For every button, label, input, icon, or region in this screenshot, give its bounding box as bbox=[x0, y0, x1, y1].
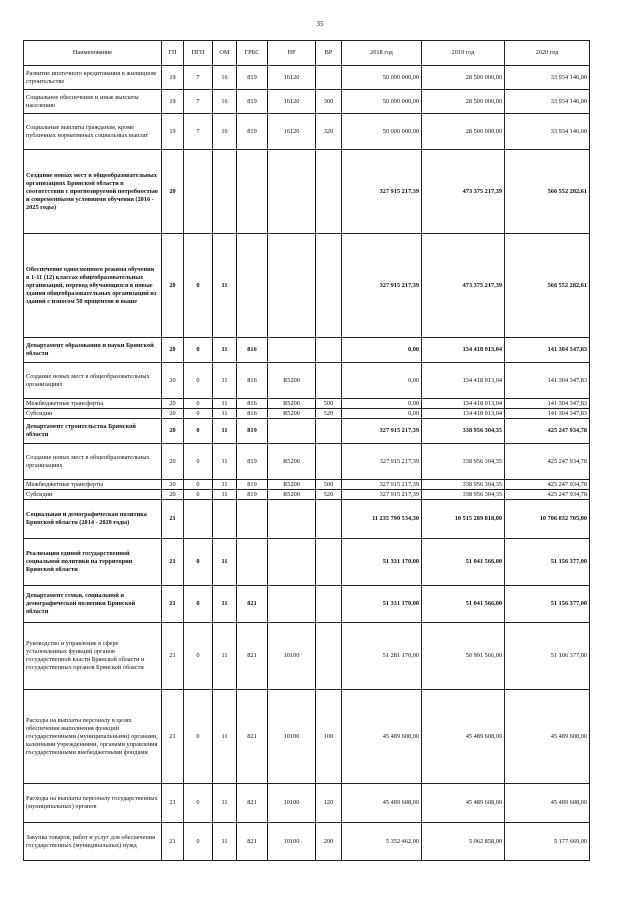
table-row bbox=[24, 363, 590, 399]
cell-vr: 520 bbox=[316, 490, 342, 500]
cell-grbs: 819 bbox=[237, 114, 268, 150]
table-row bbox=[24, 66, 590, 90]
cell-y2019: 28 500 000,00 bbox=[422, 114, 505, 150]
cell-y2020: 45 489 608,00 bbox=[505, 784, 590, 823]
cell-gp: 19 bbox=[162, 66, 184, 90]
cell-grbs: 819 bbox=[237, 490, 268, 500]
cell-y2019: 134 418 913,04 bbox=[422, 338, 505, 363]
cell-gp: 21 bbox=[162, 586, 184, 623]
cell-grbs: 816 bbox=[237, 338, 268, 363]
cell-gp: 20 bbox=[162, 409, 184, 419]
cell-nr bbox=[268, 586, 316, 623]
cell-y2018: 327 915 217,39 bbox=[342, 490, 422, 500]
cell-name: Развитие ипотечного кредитования в жилищном строительстве bbox=[24, 66, 162, 90]
cell-pgp: 0 bbox=[184, 623, 213, 690]
table-row bbox=[24, 539, 590, 586]
cell-nr: 16120 bbox=[268, 114, 316, 150]
cell-name: Создание новых мест в общеобразовательных организациях bbox=[24, 363, 162, 399]
cell-vr bbox=[316, 444, 342, 480]
cell-y2018: 0,00 bbox=[342, 363, 422, 399]
cell-om: 11 bbox=[213, 623, 237, 690]
cell-pgp: 0 bbox=[184, 399, 213, 409]
cell-pgp: 0 bbox=[184, 363, 213, 399]
header-gp: ГП bbox=[162, 41, 184, 66]
header-y2019: 2019 год bbox=[422, 41, 505, 66]
cell-om: 16 bbox=[213, 114, 237, 150]
cell-nr bbox=[268, 234, 316, 338]
cell-vr: 500 bbox=[316, 399, 342, 409]
cell-y2020: 33 934 146,00 bbox=[505, 90, 590, 114]
cell-y2019: 45 489 608,00 bbox=[422, 690, 505, 784]
cell-y2019: 51 041 566,00 bbox=[422, 539, 505, 586]
table-row bbox=[24, 90, 590, 114]
cell-vr bbox=[316, 234, 342, 338]
cell-vr bbox=[316, 150, 342, 234]
cell-nr: 16120 bbox=[268, 90, 316, 114]
table-row bbox=[24, 409, 590, 419]
cell-vr: 100 bbox=[316, 690, 342, 784]
cell-gp: 21 bbox=[162, 539, 184, 586]
cell-pgp: 0 bbox=[184, 409, 213, 419]
cell-y2018: 0,00 bbox=[342, 409, 422, 419]
cell-y2018: 51 281 170,00 bbox=[342, 623, 422, 690]
cell-nr: 10100 bbox=[268, 823, 316, 861]
cell-grbs: 819 bbox=[237, 444, 268, 480]
cell-y2020: 141 304 347,83 bbox=[505, 363, 590, 399]
cell-y2018: 327 915 217,39 bbox=[342, 480, 422, 490]
table-row bbox=[24, 784, 590, 823]
cell-y2019: 45 489 608,00 bbox=[422, 784, 505, 823]
cell-gp: 20 bbox=[162, 480, 184, 490]
cell-y2019: 28 500 000,00 bbox=[422, 90, 505, 114]
header-y2018: 2018 год bbox=[342, 41, 422, 66]
cell-om: 11 bbox=[213, 409, 237, 419]
cell-name: Департамент образования и науки Брянской области bbox=[24, 338, 162, 363]
cell-name: Субсидии bbox=[24, 490, 162, 500]
cell-y2018: 51 331 170,00 bbox=[342, 539, 422, 586]
cell-y2020: 425 247 934,78 bbox=[505, 480, 590, 490]
cell-y2020: 51 106 377,00 bbox=[505, 623, 590, 690]
cell-om: 11 bbox=[213, 338, 237, 363]
cell-pgp: 7 bbox=[184, 90, 213, 114]
header-row bbox=[24, 41, 590, 66]
cell-name: Департамент строительства Брянской области bbox=[24, 419, 162, 444]
table-row bbox=[24, 586, 590, 623]
table-row bbox=[24, 419, 590, 444]
cell-om: 11 bbox=[213, 539, 237, 586]
table-row bbox=[24, 500, 590, 539]
cell-y2020: 141 304 347,83 bbox=[505, 338, 590, 363]
page-number: 35 bbox=[316, 20, 324, 28]
header-pgp: ПГП bbox=[184, 41, 213, 66]
cell-y2018: 50 000 000,00 bbox=[342, 90, 422, 114]
header-name: Наименование bbox=[24, 41, 162, 66]
cell-om: 11 bbox=[213, 419, 237, 444]
cell-y2020: 5 177 669,00 bbox=[505, 823, 590, 861]
cell-om: 11 bbox=[213, 784, 237, 823]
cell-vr bbox=[316, 363, 342, 399]
cell-y2019: 473 375 217,39 bbox=[422, 234, 505, 338]
header-vr: ВР bbox=[316, 41, 342, 66]
cell-vr bbox=[316, 586, 342, 623]
cell-name: Расходы на выплаты персоналу в целях обеспечения выполнения функций государственными (муниципальными) органами, казенными учреждениями, органами управления государственными внебюджетными фондами bbox=[24, 690, 162, 784]
cell-om: 11 bbox=[213, 363, 237, 399]
cell-grbs: 816 bbox=[237, 409, 268, 419]
cell-nr: R5200 bbox=[268, 480, 316, 490]
cell-y2018: 327 915 217,39 bbox=[342, 444, 422, 480]
cell-name: Создание новых мест в общеобразовательных организациях bbox=[24, 444, 162, 480]
cell-name: Межбюджетные трансферты bbox=[24, 480, 162, 490]
cell-gp: 19 bbox=[162, 90, 184, 114]
cell-pgp bbox=[184, 500, 213, 539]
header-y2020: 2020 год bbox=[505, 41, 590, 66]
cell-y2020: 141 304 347,83 bbox=[505, 399, 590, 409]
cell-y2020: 425 247 934,78 bbox=[505, 490, 590, 500]
cell-gp: 21 bbox=[162, 500, 184, 539]
cell-vr: 320 bbox=[316, 114, 342, 150]
cell-gp: 21 bbox=[162, 823, 184, 861]
cell-grbs: 821 bbox=[237, 690, 268, 784]
cell-grbs: 821 bbox=[237, 586, 268, 623]
cell-grbs: 816 bbox=[237, 363, 268, 399]
cell-nr: 16120 bbox=[268, 66, 316, 90]
cell-grbs: 819 bbox=[237, 90, 268, 114]
cell-nr bbox=[268, 150, 316, 234]
cell-nr: R5200 bbox=[268, 444, 316, 480]
cell-nr: R5200 bbox=[268, 399, 316, 409]
cell-y2020: 566 552 282,61 bbox=[505, 234, 590, 338]
cell-name: Субсидии bbox=[24, 409, 162, 419]
cell-name: Реализация единой государственной социальной политики на территории Брянской области bbox=[24, 539, 162, 586]
cell-om: 16 bbox=[213, 90, 237, 114]
cell-pgp: 7 bbox=[184, 114, 213, 150]
cell-name: Социальная и демографическая политика Брянской области (2014 - 2020 годы) bbox=[24, 500, 162, 539]
cell-grbs: 821 bbox=[237, 623, 268, 690]
cell-y2018: 327 915 217,39 bbox=[342, 419, 422, 444]
cell-name: Расходы на выплаты персоналу государственных (муниципальных) органов bbox=[24, 784, 162, 823]
cell-nr: 10100 bbox=[268, 784, 316, 823]
cell-vr bbox=[316, 419, 342, 444]
cell-pgp: 0 bbox=[184, 784, 213, 823]
table-row bbox=[24, 444, 590, 480]
cell-y2019: 134 418 913,04 bbox=[422, 399, 505, 409]
cell-gp: 20 bbox=[162, 363, 184, 399]
cell-gp: 20 bbox=[162, 234, 184, 338]
cell-name: Социальное обеспечение и иные выплаты населению bbox=[24, 90, 162, 114]
cell-y2019: 51 041 566,00 bbox=[422, 586, 505, 623]
cell-name: Обеспечение односменного режима обучения в 1-11 (12) классах общеобразовательных организаций, перевод обучающихся в новые здания общеобразовательных организаций из зданий с износом 50 процентов и выше bbox=[24, 234, 162, 338]
cell-om: 11 bbox=[213, 823, 237, 861]
cell-y2018: 50 000 000,00 bbox=[342, 114, 422, 150]
cell-vr: 120 bbox=[316, 784, 342, 823]
cell-y2019: 338 956 304,35 bbox=[422, 490, 505, 500]
cell-name: Закупка товаров, работ и услуг для обеспечения государственных (муниципальных) нужд bbox=[24, 823, 162, 861]
table-row bbox=[24, 690, 590, 784]
cell-om bbox=[213, 150, 237, 234]
cell-y2020: 425 247 934,78 bbox=[505, 444, 590, 480]
cell-vr bbox=[316, 623, 342, 690]
cell-nr: 10100 bbox=[268, 623, 316, 690]
cell-y2020: 33 934 146,00 bbox=[505, 66, 590, 90]
cell-y2020: 51 156 377,00 bbox=[505, 586, 590, 623]
cell-y2020: 141 304 347,83 bbox=[505, 409, 590, 419]
table-row bbox=[24, 480, 590, 490]
cell-nr bbox=[268, 500, 316, 539]
cell-vr bbox=[316, 500, 342, 539]
cell-om: 11 bbox=[213, 234, 237, 338]
table-row bbox=[24, 823, 590, 861]
cell-y2018: 327 915 217,39 bbox=[342, 234, 422, 338]
cell-name: Создание новых мест в общеобразовательных организациях Брянской области в соответствии с прогнозируемой потребностью и современными условиями обучения (2016 - 2025 годы) bbox=[24, 150, 162, 234]
cell-y2019: 5 062 858,00 bbox=[422, 823, 505, 861]
cell-vr bbox=[316, 539, 342, 586]
cell-gp: 20 bbox=[162, 399, 184, 409]
cell-y2019: 338 956 304,35 bbox=[422, 480, 505, 490]
table-row bbox=[24, 114, 590, 150]
cell-om: 16 bbox=[213, 66, 237, 90]
cell-nr: R5200 bbox=[268, 363, 316, 399]
cell-om: 11 bbox=[213, 586, 237, 623]
header-grbs: ГРБС bbox=[237, 41, 268, 66]
cell-grbs bbox=[237, 150, 268, 234]
cell-pgp: 0 bbox=[184, 586, 213, 623]
cell-gp: 21 bbox=[162, 784, 184, 823]
cell-y2018: 51 331 170,00 bbox=[342, 586, 422, 623]
cell-pgp: 0 bbox=[184, 823, 213, 861]
cell-y2018: 0,00 bbox=[342, 399, 422, 409]
budget-table bbox=[23, 40, 590, 861]
cell-gp: 20 bbox=[162, 419, 184, 444]
cell-y2018: 45 489 608,00 bbox=[342, 784, 422, 823]
cell-y2018: 5 352 462,00 bbox=[342, 823, 422, 861]
cell-y2020: 45 489 608,00 bbox=[505, 690, 590, 784]
cell-y2018: 0,00 bbox=[342, 338, 422, 363]
cell-pgp: 0 bbox=[184, 444, 213, 480]
cell-pgp: 0 bbox=[184, 234, 213, 338]
cell-y2018: 50 000 000,00 bbox=[342, 66, 422, 90]
cell-nr bbox=[268, 419, 316, 444]
cell-y2019: 134 418 913,04 bbox=[422, 409, 505, 419]
cell-om: 11 bbox=[213, 480, 237, 490]
cell-pgp: 0 bbox=[184, 539, 213, 586]
cell-nr: 10100 bbox=[268, 690, 316, 784]
cell-gp: 20 bbox=[162, 338, 184, 363]
cell-om: 11 bbox=[213, 444, 237, 480]
cell-om: 11 bbox=[213, 490, 237, 500]
cell-y2019: 134 418 913,04 bbox=[422, 363, 505, 399]
table-row bbox=[24, 623, 590, 690]
cell-pgp: 0 bbox=[184, 480, 213, 490]
header-om: ОМ bbox=[213, 41, 237, 66]
cell-nr: R5200 bbox=[268, 490, 316, 500]
cell-grbs bbox=[237, 500, 268, 539]
cell-vr: 300 bbox=[316, 90, 342, 114]
cell-gp: 21 bbox=[162, 623, 184, 690]
cell-y2020: 425 247 934,78 bbox=[505, 419, 590, 444]
cell-nr: R5200 bbox=[268, 409, 316, 419]
cell-grbs: 819 bbox=[237, 480, 268, 490]
cell-pgp: 0 bbox=[184, 490, 213, 500]
cell-name: Социальные выплаты гражданам, кроме публичных нормативных социальных выплат bbox=[24, 114, 162, 150]
cell-name: Департамент семьи, социальной и демографической политики Брянской области bbox=[24, 586, 162, 623]
cell-y2018: 11 235 790 534,30 bbox=[342, 500, 422, 539]
cell-gp: 19 bbox=[162, 114, 184, 150]
cell-y2020: 10 706 832 705,00 bbox=[505, 500, 590, 539]
table-row bbox=[24, 338, 590, 363]
cell-gp: 20 bbox=[162, 444, 184, 480]
table-row bbox=[24, 234, 590, 338]
cell-y2020: 566 552 282,61 bbox=[505, 150, 590, 234]
cell-om: 11 bbox=[213, 690, 237, 784]
cell-name: Межбюджетные трансферты bbox=[24, 399, 162, 409]
cell-grbs bbox=[237, 234, 268, 338]
cell-nr bbox=[268, 338, 316, 363]
cell-vr: 520 bbox=[316, 409, 342, 419]
cell-gp: 20 bbox=[162, 150, 184, 234]
table-row bbox=[24, 490, 590, 500]
cell-grbs: 819 bbox=[237, 66, 268, 90]
cell-om: 11 bbox=[213, 399, 237, 409]
cell-pgp bbox=[184, 150, 213, 234]
cell-y2019: 473 375 217,39 bbox=[422, 150, 505, 234]
cell-grbs: 819 bbox=[237, 419, 268, 444]
cell-pgp: 0 bbox=[184, 419, 213, 444]
cell-grbs: 816 bbox=[237, 399, 268, 409]
cell-gp: 21 bbox=[162, 690, 184, 784]
cell-y2019: 338 956 304,35 bbox=[422, 444, 505, 480]
cell-grbs: 821 bbox=[237, 823, 268, 861]
cell-y2020: 51 156 377,00 bbox=[505, 539, 590, 586]
table-row bbox=[24, 150, 590, 234]
cell-y2018: 45 489 608,00 bbox=[342, 690, 422, 784]
cell-y2019: 10 515 289 818,00 bbox=[422, 500, 505, 539]
table-row bbox=[24, 399, 590, 409]
cell-name: Руководство и управление в сфере установленных функций органов государственной власти Брянской области и государственных органов Брянской области bbox=[24, 623, 162, 690]
cell-grbs: 821 bbox=[237, 784, 268, 823]
cell-vr: 500 bbox=[316, 480, 342, 490]
cell-pgp: 7 bbox=[184, 66, 213, 90]
cell-nr bbox=[268, 539, 316, 586]
cell-grbs bbox=[237, 539, 268, 586]
cell-pgp: 0 bbox=[184, 690, 213, 784]
cell-gp: 20 bbox=[162, 490, 184, 500]
cell-y2019: 50 991 566,00 bbox=[422, 623, 505, 690]
cell-pgp: 0 bbox=[184, 338, 213, 363]
cell-y2019: 28 500 000,00 bbox=[422, 66, 505, 90]
cell-y2019: 338 956 304,35 bbox=[422, 419, 505, 444]
cell-vr: 200 bbox=[316, 823, 342, 861]
cell-vr bbox=[316, 66, 342, 90]
cell-vr bbox=[316, 338, 342, 363]
cell-om bbox=[213, 500, 237, 539]
cell-y2020: 33 934 146,00 bbox=[505, 114, 590, 150]
header-nr: НР bbox=[268, 41, 316, 66]
cell-y2018: 327 915 217,39 bbox=[342, 150, 422, 234]
